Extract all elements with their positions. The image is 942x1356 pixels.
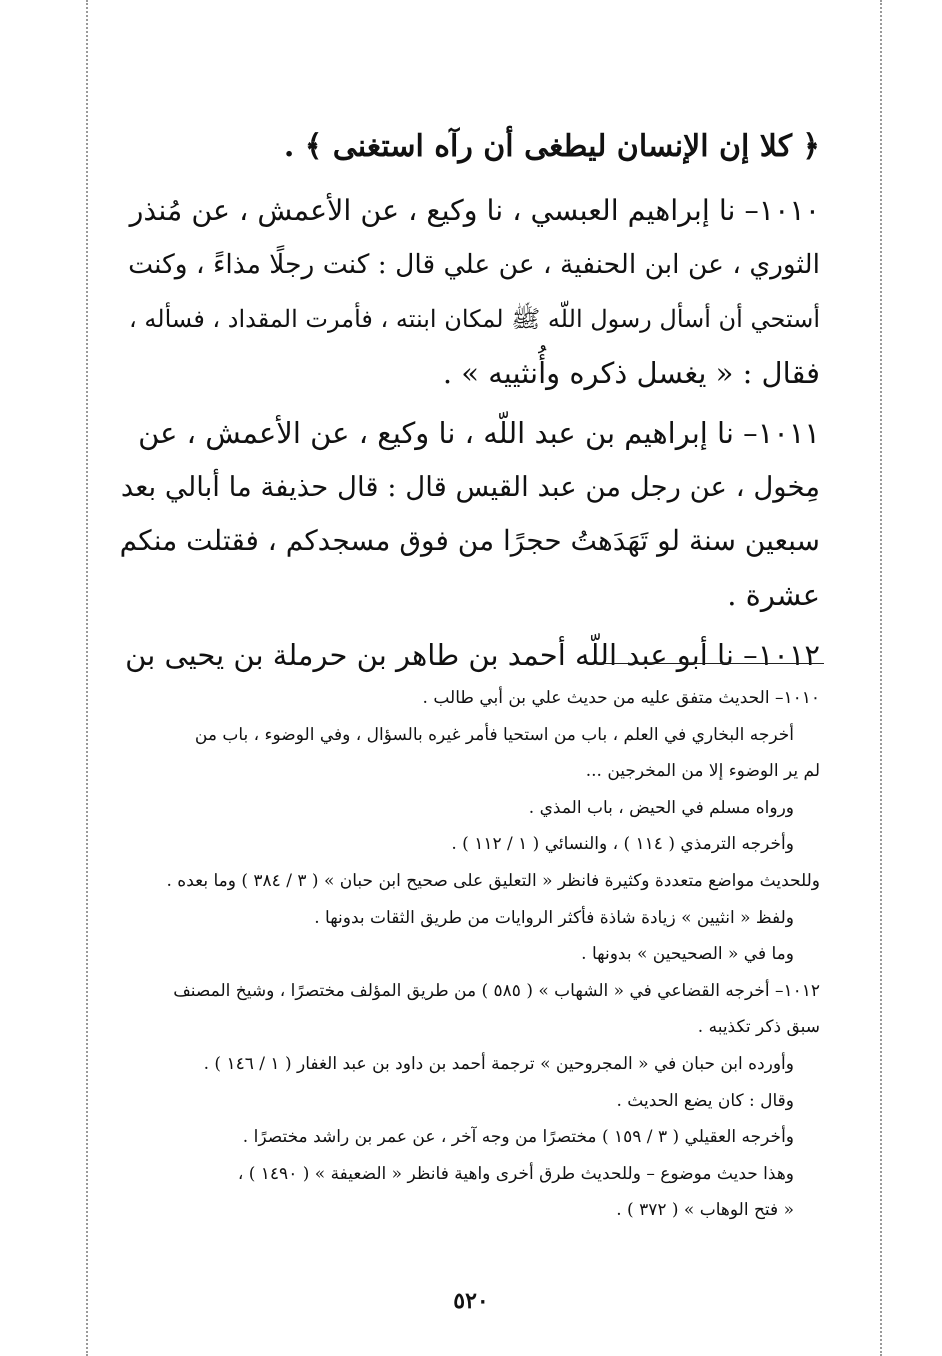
- scan-edge-right: [880, 0, 882, 1356]
- footnote-line: وأخرجه الترمذي ( ١١٤ ) ، والنسائي ( ١ / ١١٢ ) .: [451, 834, 794, 855]
- footnotes: [120, 680, 820, 1229]
- footnote-line: ١٠١٠– الحديث متفق عليه من حديث علي بن أبي طالب .: [422, 688, 820, 708]
- hadith-line: فقال : « يغسل ذكره وأُنثييه » .: [442, 356, 820, 390]
- hadith-line: أستحي أن أسأل رسول اللّه ﷺ لمكان ابنته ، فأمرت المقداد ، فسأله ،: [129, 305, 820, 333]
- scan-edge-left: [86, 0, 88, 1356]
- quran-verse: ﴿ كلا إن الإنسان ليطغى أن رآه استغنى ﴾ .: [283, 129, 820, 164]
- hadith-line: عشرة .: [727, 578, 820, 612]
- footnote-line: ورواه مسلم في الحيض ، باب المذي .: [528, 797, 794, 818]
- footnote-line: أخرجه البخاري في العلم ، باب من استحيا فأمر غيره بالسؤال ، وفي الوضوء ، باب من: [194, 724, 794, 745]
- footnote-line: وقال : كان يضع الحديث .: [616, 1090, 794, 1111]
- footnote-line: « فتح الوهاب » ( ٣٧٢ ) .: [616, 1200, 794, 1221]
- footnote-line: سبق ذكر تكذيبه .: [697, 1017, 820, 1038]
- hadith-line: ١٠١٠– نا إبراهيم العبسي ، نا وكيع ، عن الأعمش ، عن مُنذر: [129, 194, 820, 227]
- footnote-line: وأخرجه العقيلي ( ٣ / ١٥٩ ) مختصرًا من وجه آخر ، عن عمر بن راشد مختصرًا .: [242, 1127, 794, 1148]
- hadith-1011: [120, 406, 820, 622]
- hadith-line: مِخول ، عن رجل من عبد القيس قال : قال حذيفة ما أبالي بعد: [120, 471, 820, 503]
- hadith-1012: [120, 628, 820, 682]
- footnote-line: وأورده ابن حبان في « المجروحين » ترجمة أحمد بن داود بن عبد الغفار ( ١ / ١٤٦ ) .: [203, 1053, 794, 1074]
- footnote-line: ولفظ « انثيين » زيادة شاذة فأكثر الروايات من طريق الثقات بدونها .: [314, 907, 794, 928]
- footnote-line: وهذا حديث موضوع – وللحديث طرق أخرى واهية فانظر « الضعيفة » ( ١٤٩٠ ) ،: [237, 1163, 794, 1184]
- hadith-line: ١٠١١– نا إبراهيم بن عبد اللّه ، نا وكيع ، عن الأعمش ، عن: [138, 416, 820, 450]
- hadith-line: الثوري ، عن ابن الحنفية ، عن علي قال : كنت رجلًا مذاءً ، وكنت: [128, 249, 820, 280]
- footnote-line: وللحديث مواضع متعددة وكثيرة فانظر « التعليق على صحيح ابن حبان » ( ٣ / ٣٨٤ ) وما بعده .: [166, 870, 820, 891]
- hadith-body: [120, 184, 820, 688]
- hadith-1010: [120, 184, 820, 400]
- page-number: ٥٢٠: [453, 1288, 489, 1314]
- footnote-line: وما في « الصحيحين » بدونها .: [581, 944, 794, 965]
- hadith-line: سبعين سنة لو تَهَدَهتُ حجرًا من فوق مسجدكم ، فقتلت منكم: [119, 524, 820, 557]
- footnote-line: ١٠١٢– أخرجه القضاعي في « الشهاب » ( ٥٨٥ ) من طريق المؤلف مختصرًا ، وشيخ المصنف: [173, 980, 820, 1001]
- footnote-separator: [596, 663, 824, 664]
- footnote-line: لم ير الوضوء إلا من المخرجين ...: [585, 761, 820, 782]
- hadith-line: ١٠١٢– نا أبو عبد اللّه أحمد بن طاهر بن حرملة بن يحيى بن: [125, 638, 820, 672]
